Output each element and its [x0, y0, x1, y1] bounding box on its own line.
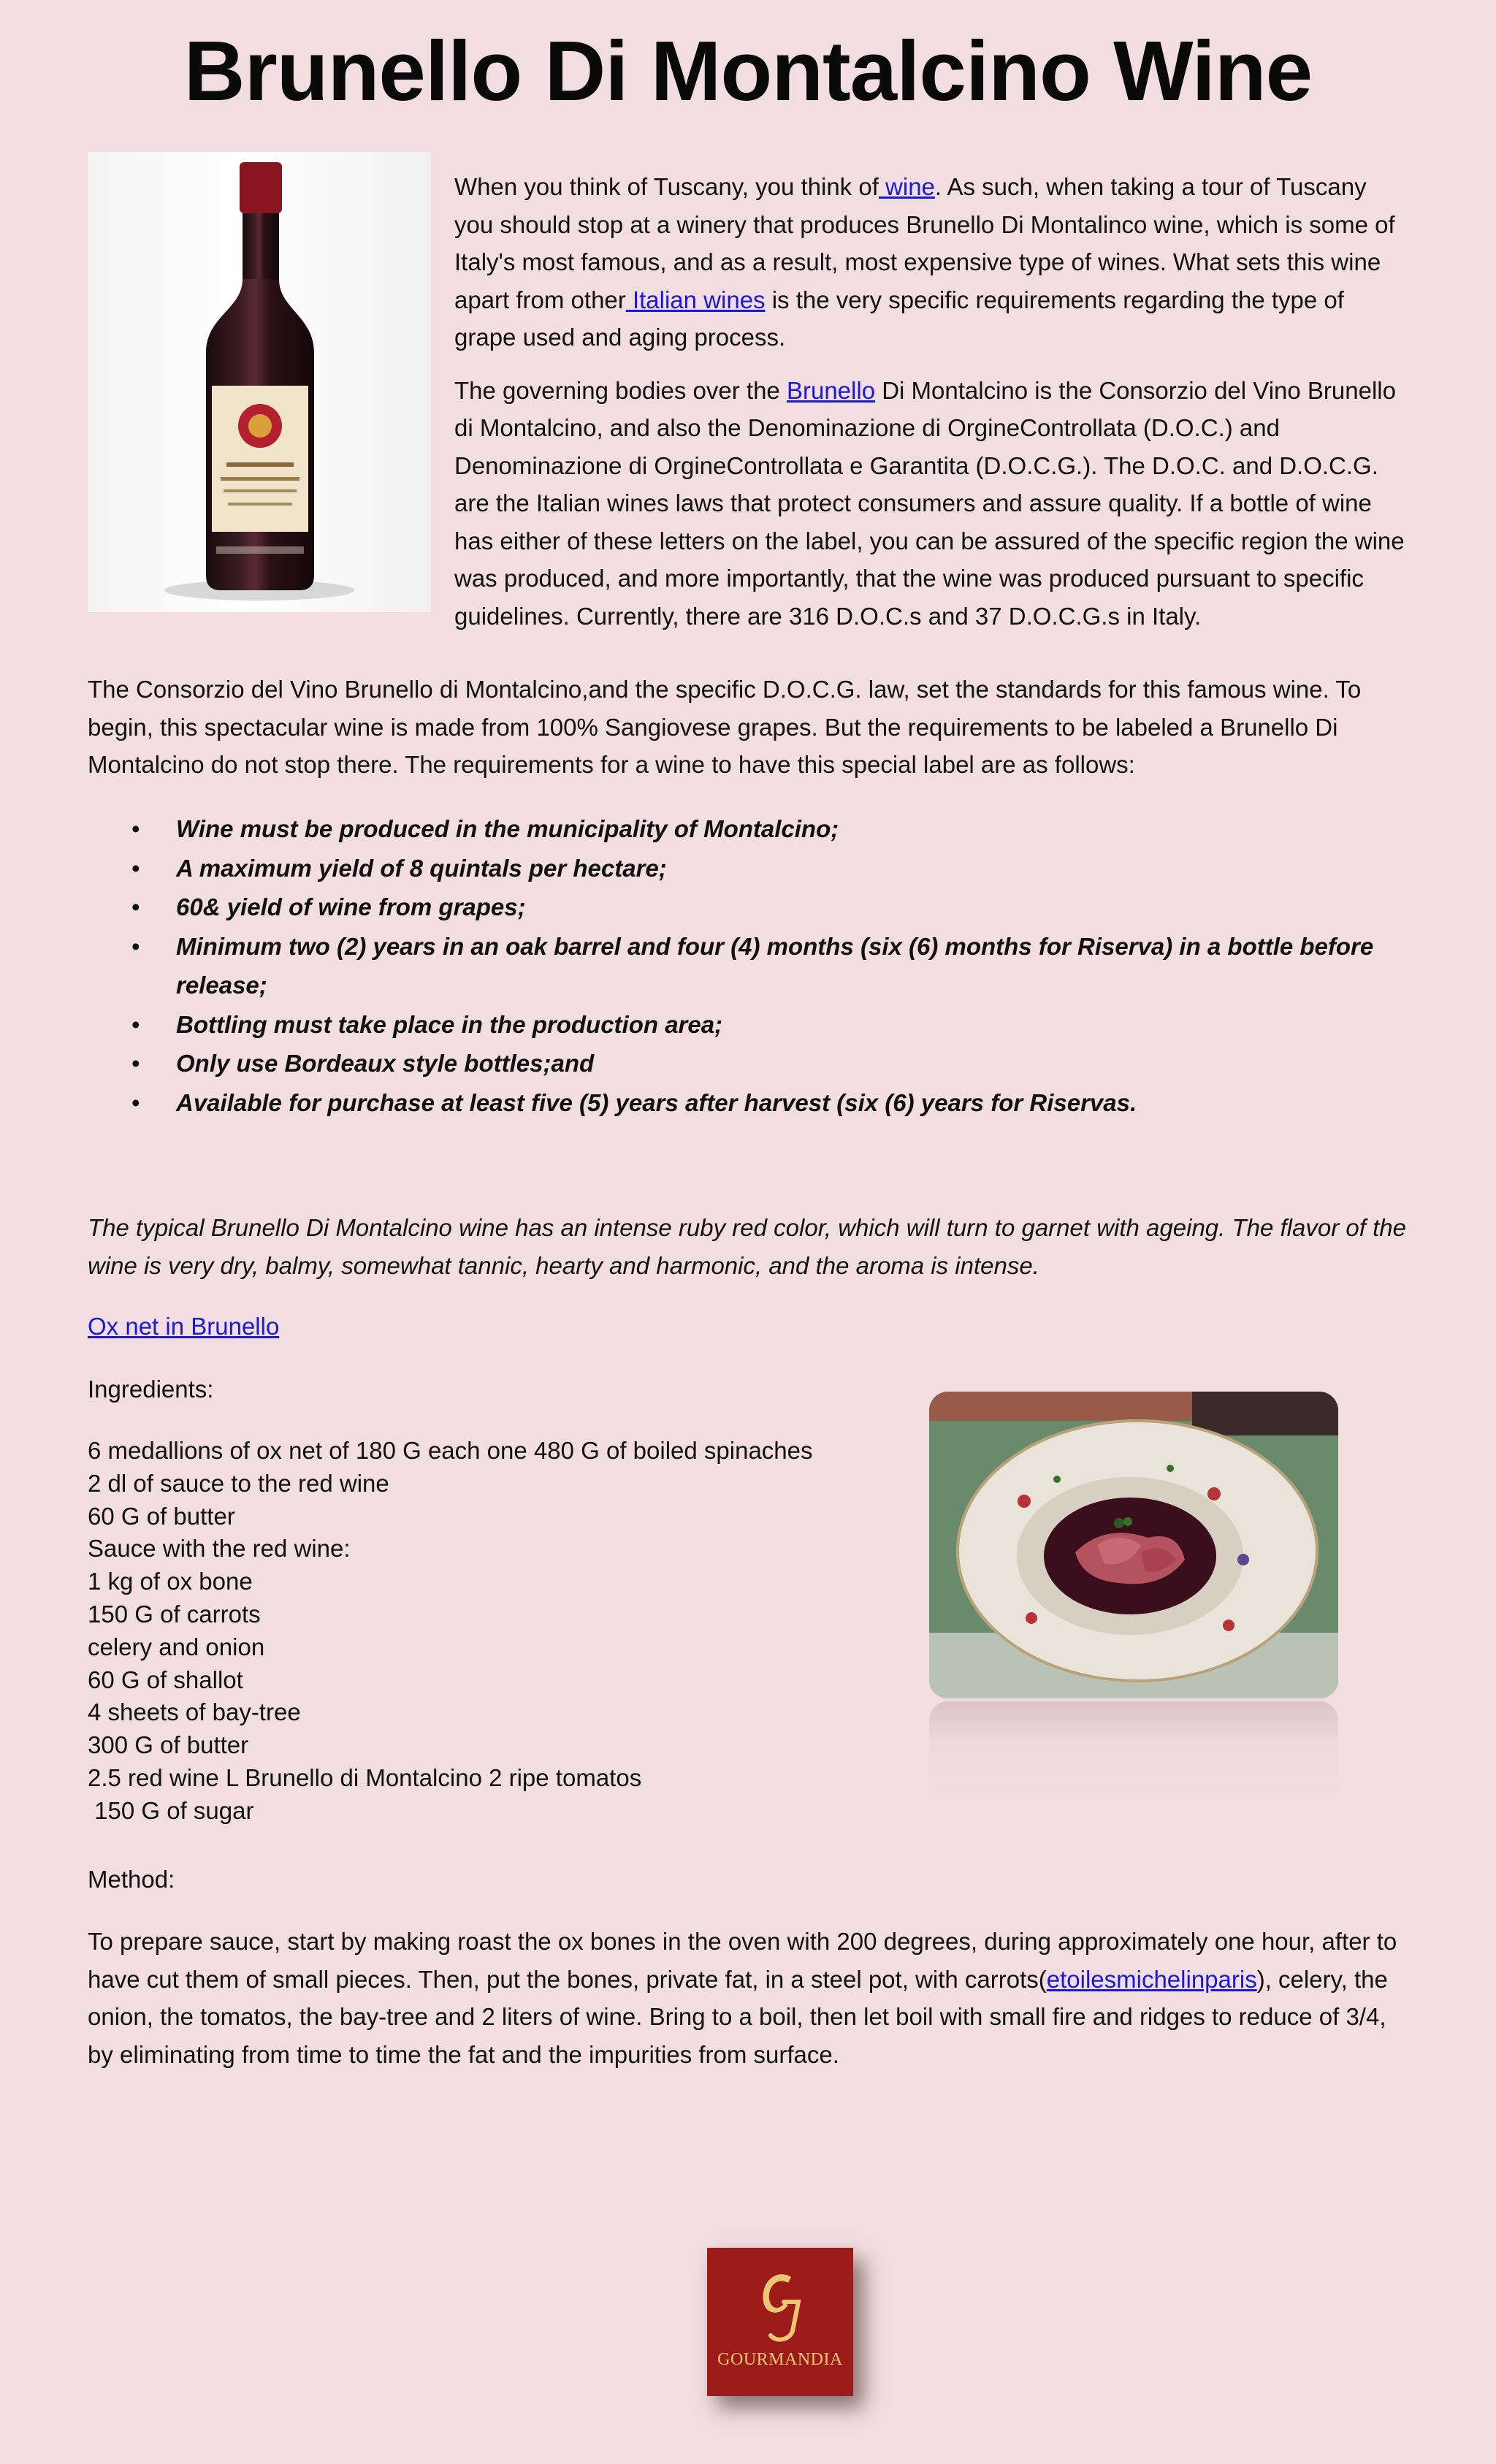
requirements-list — [88, 809, 1417, 1122]
ingredients-heading: Ingredients: — [88, 1376, 214, 1403]
list-item: 150 G of sugar — [88, 1796, 254, 1824]
list-item: • Bottling must take place in the production area; — [88, 1005, 1417, 1045]
intro-paragraph-2: The governing bodies over the Brunello Di Montalcino is the Consorzio del Vino Brunello di Montalcino, and also the Denominazione di OrgineControllata (D.O.C.) and Denominazione di OrgineControllata e Garantita (D.O.C.G.). The D.O.C. and D.O.C.G. are the Italian wines laws that protect consumers and assure quality. If a bottle of wine has either of these letters on the label, you can be assured of the specific region the wine was produced, and more importantly, that the wine was produced pursuant to specific guidelines. Currently, there are 316 D.O.C.s and 37 D.O.C.G.s in Italy. — [454, 376, 1405, 630]
gourmandia-g-icon — [747, 2264, 813, 2344]
dish-image — [929, 1392, 1338, 1698]
logo-text: GOURMANDIA — [717, 2350, 843, 2369]
wine-bottle-image — [88, 152, 431, 612]
list-item: 2 dl of sauce to the red wine — [88, 1469, 389, 1497]
list-item: • 60& yield of wine from grapes; — [88, 888, 1417, 927]
etoilesmichelinparis-link[interactable]: etoilesmichelinparis — [1046, 1965, 1257, 1993]
list-item: • Wine must be produced in the municipality of Montalcino; — [88, 809, 1417, 849]
gourmandia-logo[interactable] — [707, 2248, 853, 2396]
page-title: Brunello Di Montalcino Wine — [183, 23, 1313, 118]
ingredients-list — [88, 1435, 891, 1828]
dish-photo — [929, 1392, 1338, 1796]
dish-reflection — [929, 1701, 1338, 1796]
typical-description: The typical Brunello Di Montalcino wine has an intense ruby red color, which will turn to garnet with ageing. The flavor of the wine is very dry, balmy, somewhat tannic, hearty and harmonic, and the aroma is intense. — [88, 1214, 1406, 1279]
intro-section — [454, 168, 1411, 635]
list-item: 2.5 red wine L Brunello di Montalcino 2 ripe tomatos — [88, 1763, 642, 1791]
method-heading: Method: — [88, 1866, 175, 1893]
list-item: 60 G of shallot — [88, 1666, 243, 1693]
intro-paragraph-1: When you think of Tuscany, you think of wine. As such, when taking a tour of Tuscany you should stop at a winery that produces Brunello Di Montalinco wine, which is some of Italy's most famous, and as a result, most expensive type of wines. What sets this wine apart from other Italian wines is the very specific requirements regarding the type of grape used and aging process. — [454, 173, 1395, 351]
brunello-link[interactable]: Brunello — [786, 376, 876, 404]
list-item: • A maximum yield of 8 quintals per hectare; — [88, 849, 1417, 888]
wine-link[interactable]: wine — [878, 173, 935, 200]
list-item: Sauce with the red wine: — [88, 1535, 351, 1563]
list-item: celery and onion — [88, 1633, 265, 1660]
list-item: • Minimum two (2) years in an oak barrel and four (4) months (six (6) months for Riserva) in a bottle before release; — [88, 927, 1417, 1005]
list-item: • Available for purchase at least five (5) years after harvest (six (6) years for Riservas. — [88, 1083, 1417, 1123]
list-item: 4 sheets of bay-tree — [88, 1698, 301, 1726]
consorzio-paragraph: The Consorzio del Vino Brunello di Montalcino,and the specific D.O.C.G. law, set the standards for this famous wine. To begin, this spectacular wine is made from 100% Sangiovese grapes. But the requirements to be labeled a Brunello Di Montalcino do not stop there. The requirements for a wine to have this special label are as follows: — [88, 676, 1362, 778]
method-paragraph: To prepare sauce, start by making roast the ox bones in the oven with 200 degrees, during approximately one hour, after to have cut them of small pieces. Then, put the bones, private fat, in a steel pot, with carrots(etoilesmichelinparis), celery, the onion, the tomatos, the bay-tree and 2 liters of wine. Bring to a boil, then let boil with small fire and ridges to reduce of 3/4, by eliminating from time to time the fat and the impurities from surface. — [88, 1928, 1397, 2068]
list-item: 60 G of butter — [88, 1502, 235, 1530]
list-item: • Only use Bordeaux style bottles;and — [88, 1044, 1417, 1083]
list-item: 150 G of carrots — [88, 1600, 261, 1628]
recipe-link-paragraph — [88, 1308, 279, 1346]
list-item: 1 kg of ox bone — [88, 1568, 253, 1595]
list-item: 6 medallions of ox net of 180 G each one 480 G of boiled spinaches — [88, 1437, 813, 1464]
ox-net-recipe-link[interactable]: Ox net in Brunello — [88, 1313, 280, 1340]
italian-wines-link[interactable]: Italian wines — [625, 286, 766, 313]
list-item: 300 G of butter — [88, 1731, 249, 1759]
